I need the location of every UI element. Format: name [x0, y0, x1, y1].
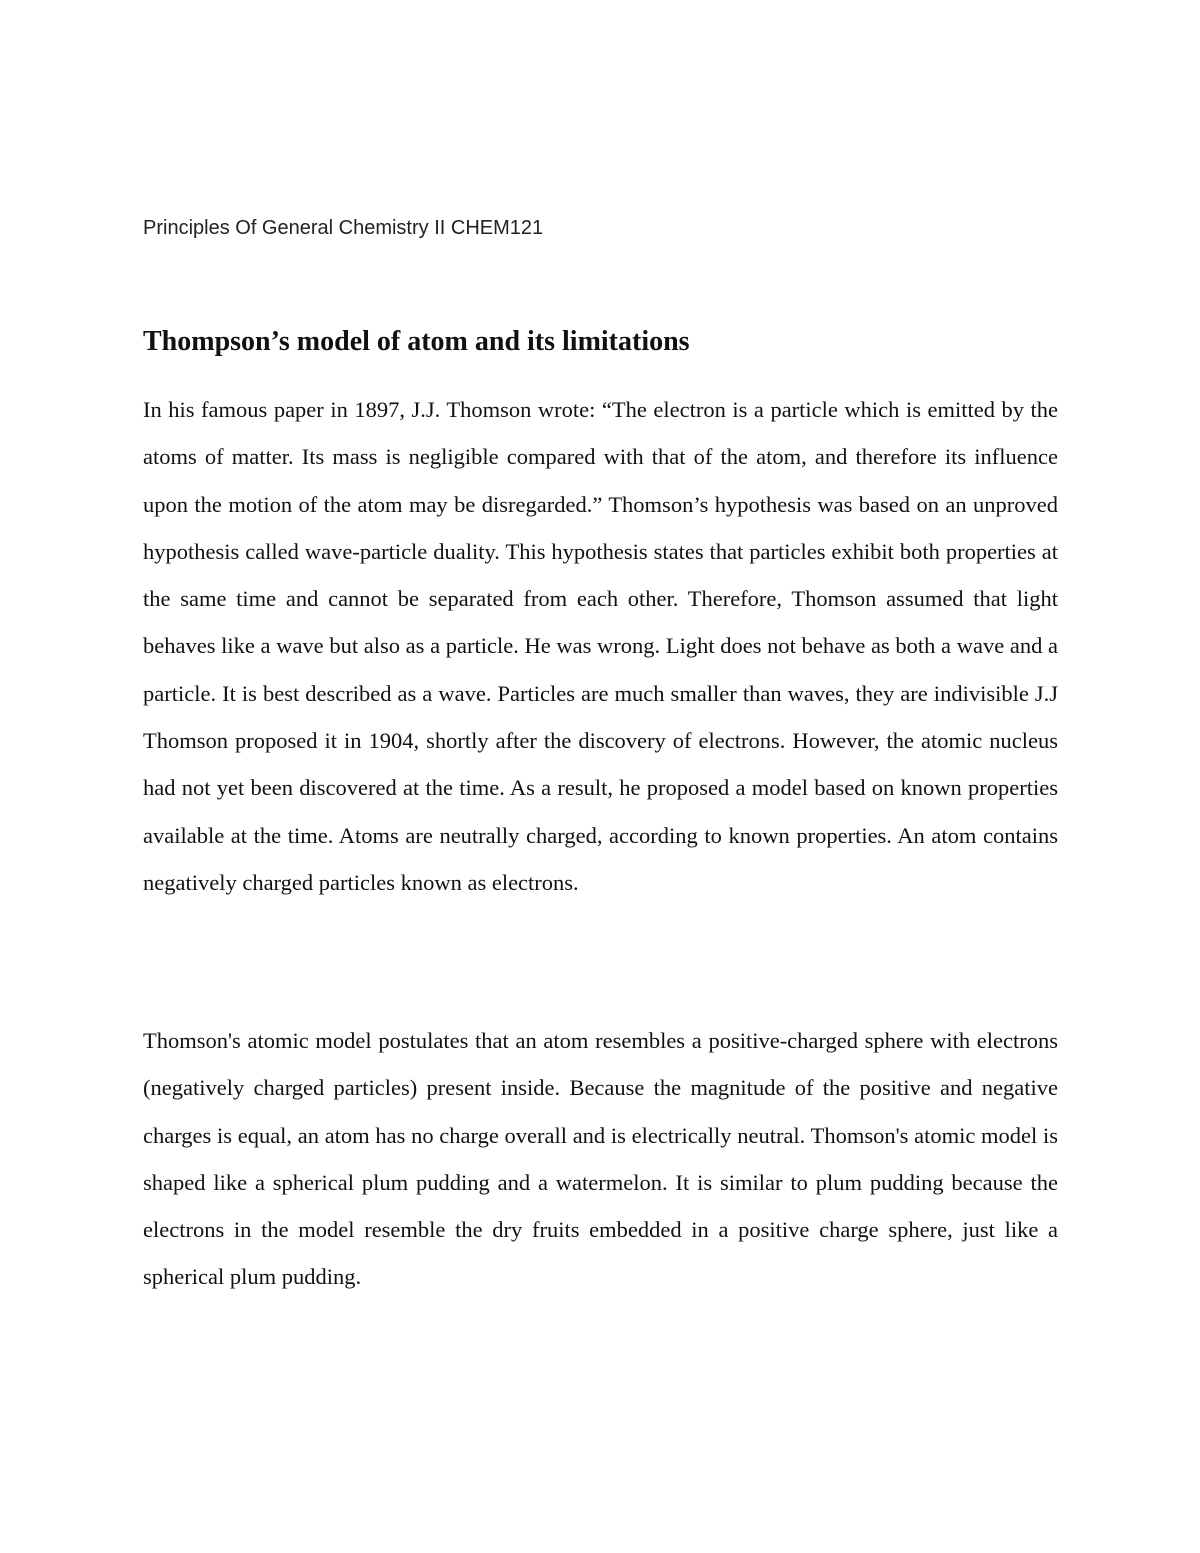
course-header: Principles Of General Chemistry II CHEM121: [143, 217, 544, 239]
document-title: Thompson’s model of atom and its limitations: [143, 326, 690, 357]
body-paragraph-1: In his famous paper in 1897, J.J. Thomson wrote: “The electron is a particle which is emitted by the atoms of matter. Its mass is negligible compared with that of the atom, and therefore its influence upon the motion of the atom may be disregarded.” Thomson’s hypothesis was based on an unproved hypothesis called wave-particle duality. This hypothesis states that particles exhibit both properties at the same time and cannot be separated from each other. Therefore, Thomson assumed that light behaves like a wave but also as a particle. He was wrong. Light does not behave as both a wave and a particle. It is best described as a wave. Particles are much smaller than waves, they are indivisible J.J Thomson proposed it in 1904, shortly after the discovery of electrons. However, the atomic nucleus had not yet been discovered at the time. As a result, he proposed a model based on known properties available at the time. Atoms are neutrally charged, according to known properties. An atom contains negatively charged particles known as electrons.: [143, 397, 1058, 895]
body-paragraph-2: Thomson's atomic model postulates that an atom resembles a positive-charged sphere with electrons (negatively charged particles) present inside. Because the magnitude of the positive and negative charges is equal, an atom has no charge overall and is electrically neutral. Thomson's atomic model is shaped like a spherical plum pudding and a watermelon. It is similar to plum pudding because the electrons in the model resemble the dry fruits embedded in a positive charge sphere, just like a spherical plum pudding.: [143, 1028, 1058, 1290]
